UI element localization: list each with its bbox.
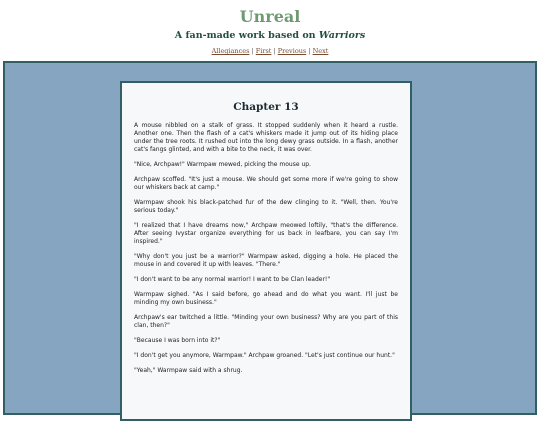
chapter-panel <box>120 81 412 421</box>
story-paragraph: Warmpaw sighed. "As I said before, go ahead and do what you want. I'll just be minding my own business." <box>134 291 398 306</box>
nav-link-allegiances[interactable]: Allegiances <box>211 47 250 55</box>
chapter-title: Chapter 13 <box>233 101 299 113</box>
story-paragraph: "Because I was born into it?" <box>134 337 221 344</box>
site-subtitle <box>0 30 540 42</box>
story-paragraph: "I don't want to be any normal warrior! I want to be Clan leader!" <box>134 276 331 283</box>
story-paragraph: "I realized that I have dreams now," Archpaw meowed loftily, "that's the difference. After seeing Ivystar organize everything for us back in leafbare, you can say I'm inspired." <box>134 222 398 245</box>
site-header <box>0 0 540 61</box>
site-title: Unreal <box>239 7 301 26</box>
story-paragraph: "Why don't you just be a warrior?" Warmpaw asked, digging a hole. He placed the mouse in and covered it up with leaves. "There." <box>134 253 398 268</box>
nav-separator: | <box>306 47 313 55</box>
story-paragraph: "I don't get you anymore, Warmpaw." Archpaw groaned. "Let's just continue our hunt." <box>134 352 395 359</box>
story-paragraph: A mouse nibbled on a stalk of grass. It stopped suddenly when it heard a rustle. Another one. Then the flash of a cat's whiskers made it jump out of its hiding place under the tree roots. It rushed out into the long dewy grass outside. In a flash, another cat's fangs glinted, and with a bite to the neck, it was over. <box>134 122 398 153</box>
nav-link-next[interactable]: Next <box>312 47 329 55</box>
chapter-nav <box>0 47 540 56</box>
nav-link-previous[interactable]: Previous <box>277 47 307 55</box>
story-paragraph: Warmpaw shook his black-patched fur of the dew clinging to it. "Well, then. You're serious today." <box>134 199 398 214</box>
nav-separator: | <box>249 47 256 55</box>
nav-link-first[interactable]: First <box>255 47 272 55</box>
subtitle-work: Warriors <box>318 30 366 41</box>
story-paragraph: Archpaw scoffed. "It's just a mouse. We should get some more if we're going to show our whiskers back at camp." <box>134 176 398 191</box>
story-paragraph: "Yeah," Warmpaw said with a shrug. <box>134 367 243 374</box>
nav-separator: | <box>271 47 278 55</box>
story-paragraph: "Nice, Archpaw!" Warmpaw mewed, picking the mouse up. <box>134 161 311 168</box>
subtitle-prefix: A fan-made work based on <box>174 30 319 41</box>
story-paragraph: Archpaw's ear twitched a little. "Minding your own business? Why are you part of this clan, then?" <box>134 314 398 329</box>
page-frame <box>3 61 537 415</box>
